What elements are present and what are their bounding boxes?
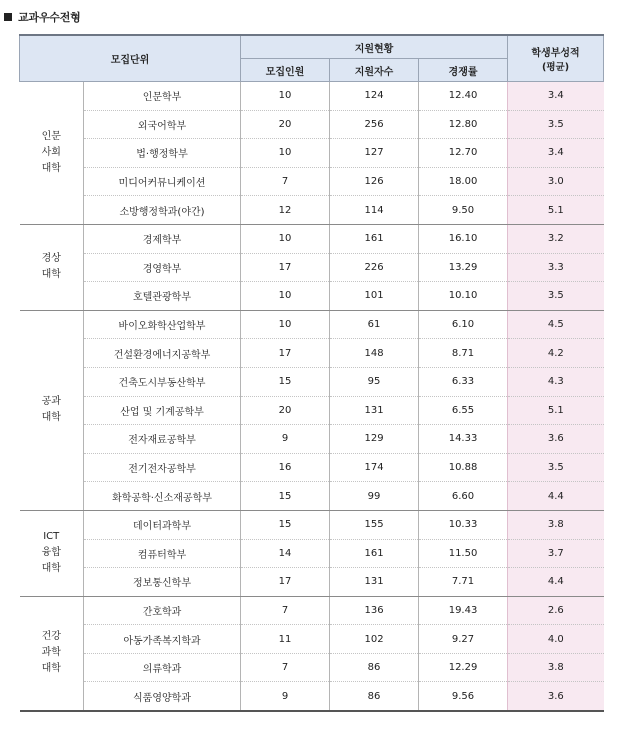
score-cell: 2.6 — [508, 596, 604, 625]
ratio-cell: 6.10 — [419, 310, 508, 339]
score-cell: 3.6 — [508, 682, 604, 711]
quota-cell: 17 — [241, 568, 330, 597]
score-cell: 3.3 — [508, 253, 604, 282]
quota-cell: 17 — [241, 253, 330, 282]
dept-cell: 호텔관광학부 — [84, 282, 241, 311]
dept-cell: 데이터과학부 — [84, 510, 241, 539]
score-cell: 3.5 — [508, 282, 604, 311]
ratio-cell: 12.40 — [419, 82, 508, 111]
ratio-cell: 9.27 — [419, 625, 508, 654]
table-row — [20, 682, 604, 711]
applicants-cell: 127 — [330, 139, 419, 168]
ratio-cell: 18.00 — [419, 167, 508, 196]
table-row — [20, 596, 604, 625]
score-cell: 3.8 — [508, 653, 604, 682]
score-cell: 5.1 — [508, 396, 604, 425]
college-cell: 공과 대학 — [20, 310, 84, 510]
header-status: 지원현황 — [241, 35, 508, 59]
table-body — [20, 82, 604, 712]
score-cell: 3.8 — [508, 510, 604, 539]
quota-cell: 10 — [241, 282, 330, 311]
table-row — [20, 653, 604, 682]
square-bullet-icon — [4, 13, 12, 21]
ratio-cell: 12.70 — [419, 139, 508, 168]
ratio-cell: 16.10 — [419, 224, 508, 253]
applicants-cell: 161 — [330, 539, 419, 568]
ratio-cell: 19.43 — [419, 596, 508, 625]
quota-cell: 10 — [241, 224, 330, 253]
table-row — [20, 310, 604, 339]
table-row — [20, 339, 604, 368]
quota-cell: 10 — [241, 310, 330, 339]
table-row — [20, 568, 604, 597]
table-row — [20, 110, 604, 139]
quota-cell: 10 — [241, 82, 330, 111]
header-score — [508, 35, 604, 82]
dept-cell: 간호학과 — [84, 596, 241, 625]
ratio-cell: 8.71 — [419, 339, 508, 368]
score-cell: 3.2 — [508, 224, 604, 253]
applicants-cell: 86 — [330, 682, 419, 711]
applicants-cell: 148 — [330, 339, 419, 368]
dept-cell: 식품영양학과 — [84, 682, 241, 711]
table-row — [20, 625, 604, 654]
table-row — [20, 425, 604, 454]
quota-cell: 9 — [241, 682, 330, 711]
table-row — [20, 253, 604, 282]
ratio-cell: 6.55 — [419, 396, 508, 425]
applicants-cell: 114 — [330, 196, 419, 225]
score-cell: 4.4 — [508, 482, 604, 511]
score-cell: 3.4 — [508, 82, 604, 111]
score-cell: 4.3 — [508, 367, 604, 396]
table-row — [20, 224, 604, 253]
table-row — [20, 282, 604, 311]
applicants-cell: 61 — [330, 310, 419, 339]
header-score-sub: (평균) — [542, 62, 570, 73]
applicants-cell: 131 — [330, 568, 419, 597]
score-cell: 3.7 — [508, 539, 604, 568]
quota-cell: 10 — [241, 139, 330, 168]
applicants-cell: 95 — [330, 367, 419, 396]
ratio-cell: 10.33 — [419, 510, 508, 539]
ratio-cell: 12.80 — [419, 110, 508, 139]
score-cell: 5.1 — [508, 196, 604, 225]
score-cell: 4.5 — [508, 310, 604, 339]
applicants-cell: 136 — [330, 596, 419, 625]
dept-cell: 산업 및 기계공학부 — [84, 396, 241, 425]
applicants-cell: 99 — [330, 482, 419, 511]
score-cell: 3.0 — [508, 167, 604, 196]
table-row — [20, 539, 604, 568]
ratio-cell: 6.33 — [419, 367, 508, 396]
ratio-cell: 10.88 — [419, 453, 508, 482]
section-title-text: 교과우수전형 — [18, 11, 81, 24]
table-row — [20, 367, 604, 396]
dept-cell: 소방행정학과(야간) — [84, 196, 241, 225]
applicants-cell: 256 — [330, 110, 419, 139]
college-cell: 경상 대학 — [20, 224, 84, 310]
quota-cell: 20 — [241, 110, 330, 139]
quota-cell: 14 — [241, 539, 330, 568]
dept-cell: 경제학부 — [84, 224, 241, 253]
applicants-cell: 102 — [330, 625, 419, 654]
table-row — [20, 139, 604, 168]
college-cell: ICT 융합 대학 — [20, 510, 84, 596]
quota-cell: 15 — [241, 510, 330, 539]
table-row — [20, 196, 604, 225]
dept-cell: 법·행정학부 — [84, 139, 241, 168]
ratio-cell: 11.50 — [419, 539, 508, 568]
quota-cell: 15 — [241, 367, 330, 396]
applicants-cell: 131 — [330, 396, 419, 425]
ratio-cell: 10.10 — [419, 282, 508, 311]
quota-cell: 15 — [241, 482, 330, 511]
quota-cell: 7 — [241, 596, 330, 625]
quota-cell: 20 — [241, 396, 330, 425]
applicants-cell: 126 — [330, 167, 419, 196]
dept-cell: 아동가족복지학과 — [84, 625, 241, 654]
admission-results-table — [19, 34, 604, 712]
ratio-cell: 7.71 — [419, 568, 508, 597]
college-cell: 인문 사회 대학 — [20, 82, 84, 225]
ratio-cell: 6.60 — [419, 482, 508, 511]
dept-cell: 전자재료공학부 — [84, 425, 241, 454]
applicants-cell: 155 — [330, 510, 419, 539]
dept-cell: 정보통신학부 — [84, 568, 241, 597]
applicants-cell: 86 — [330, 653, 419, 682]
applicants-cell: 101 — [330, 282, 419, 311]
dept-cell: 의류학과 — [84, 653, 241, 682]
header-score-label: 학생부성적 — [531, 48, 580, 59]
applicants-cell: 226 — [330, 253, 419, 282]
score-cell: 4.4 — [508, 568, 604, 597]
dept-cell: 미디어커뮤니케이션 — [84, 167, 241, 196]
quota-cell: 7 — [241, 653, 330, 682]
dept-cell: 건설환경에너지공학부 — [84, 339, 241, 368]
applicants-cell: 124 — [330, 82, 419, 111]
table-row — [20, 167, 604, 196]
quota-cell: 17 — [241, 339, 330, 368]
dept-cell: 인문학부 — [84, 82, 241, 111]
section-title — [4, 9, 81, 25]
college-cell: 건강 과학 대학 — [20, 596, 84, 711]
score-cell: 3.4 — [508, 139, 604, 168]
header-applicants: 지원자수 — [330, 59, 419, 82]
table-row — [20, 482, 604, 511]
score-cell: 3.6 — [508, 425, 604, 454]
dept-cell: 전기전자공학부 — [84, 453, 241, 482]
quota-cell: 16 — [241, 453, 330, 482]
quota-cell: 12 — [241, 196, 330, 225]
dept-cell: 외국어학부 — [84, 110, 241, 139]
header-unit: 모집단위 — [20, 35, 241, 82]
dept-cell: 경영학부 — [84, 253, 241, 282]
ratio-cell: 13.29 — [419, 253, 508, 282]
score-cell: 3.5 — [508, 453, 604, 482]
header-quota: 모집인원 — [241, 59, 330, 82]
ratio-cell: 9.56 — [419, 682, 508, 711]
applicants-cell: 174 — [330, 453, 419, 482]
ratio-cell: 14.33 — [419, 425, 508, 454]
table-row — [20, 453, 604, 482]
table-row — [20, 510, 604, 539]
table-row — [20, 82, 604, 111]
ratio-cell: 12.29 — [419, 653, 508, 682]
table-row — [20, 396, 604, 425]
dept-cell: 컴퓨터학부 — [84, 539, 241, 568]
score-cell: 4.0 — [508, 625, 604, 654]
applicants-cell: 161 — [330, 224, 419, 253]
quota-cell: 11 — [241, 625, 330, 654]
applicants-cell: 129 — [330, 425, 419, 454]
dept-cell: 바이오화학산업학부 — [84, 310, 241, 339]
ratio-cell: 9.50 — [419, 196, 508, 225]
score-cell: 4.2 — [508, 339, 604, 368]
dept-cell: 건축도시부동산학부 — [84, 367, 241, 396]
header-ratio: 경쟁률 — [419, 59, 508, 82]
quota-cell: 7 — [241, 167, 330, 196]
score-cell: 3.5 — [508, 110, 604, 139]
dept-cell: 화학공학·신소재공학부 — [84, 482, 241, 511]
quota-cell: 9 — [241, 425, 330, 454]
